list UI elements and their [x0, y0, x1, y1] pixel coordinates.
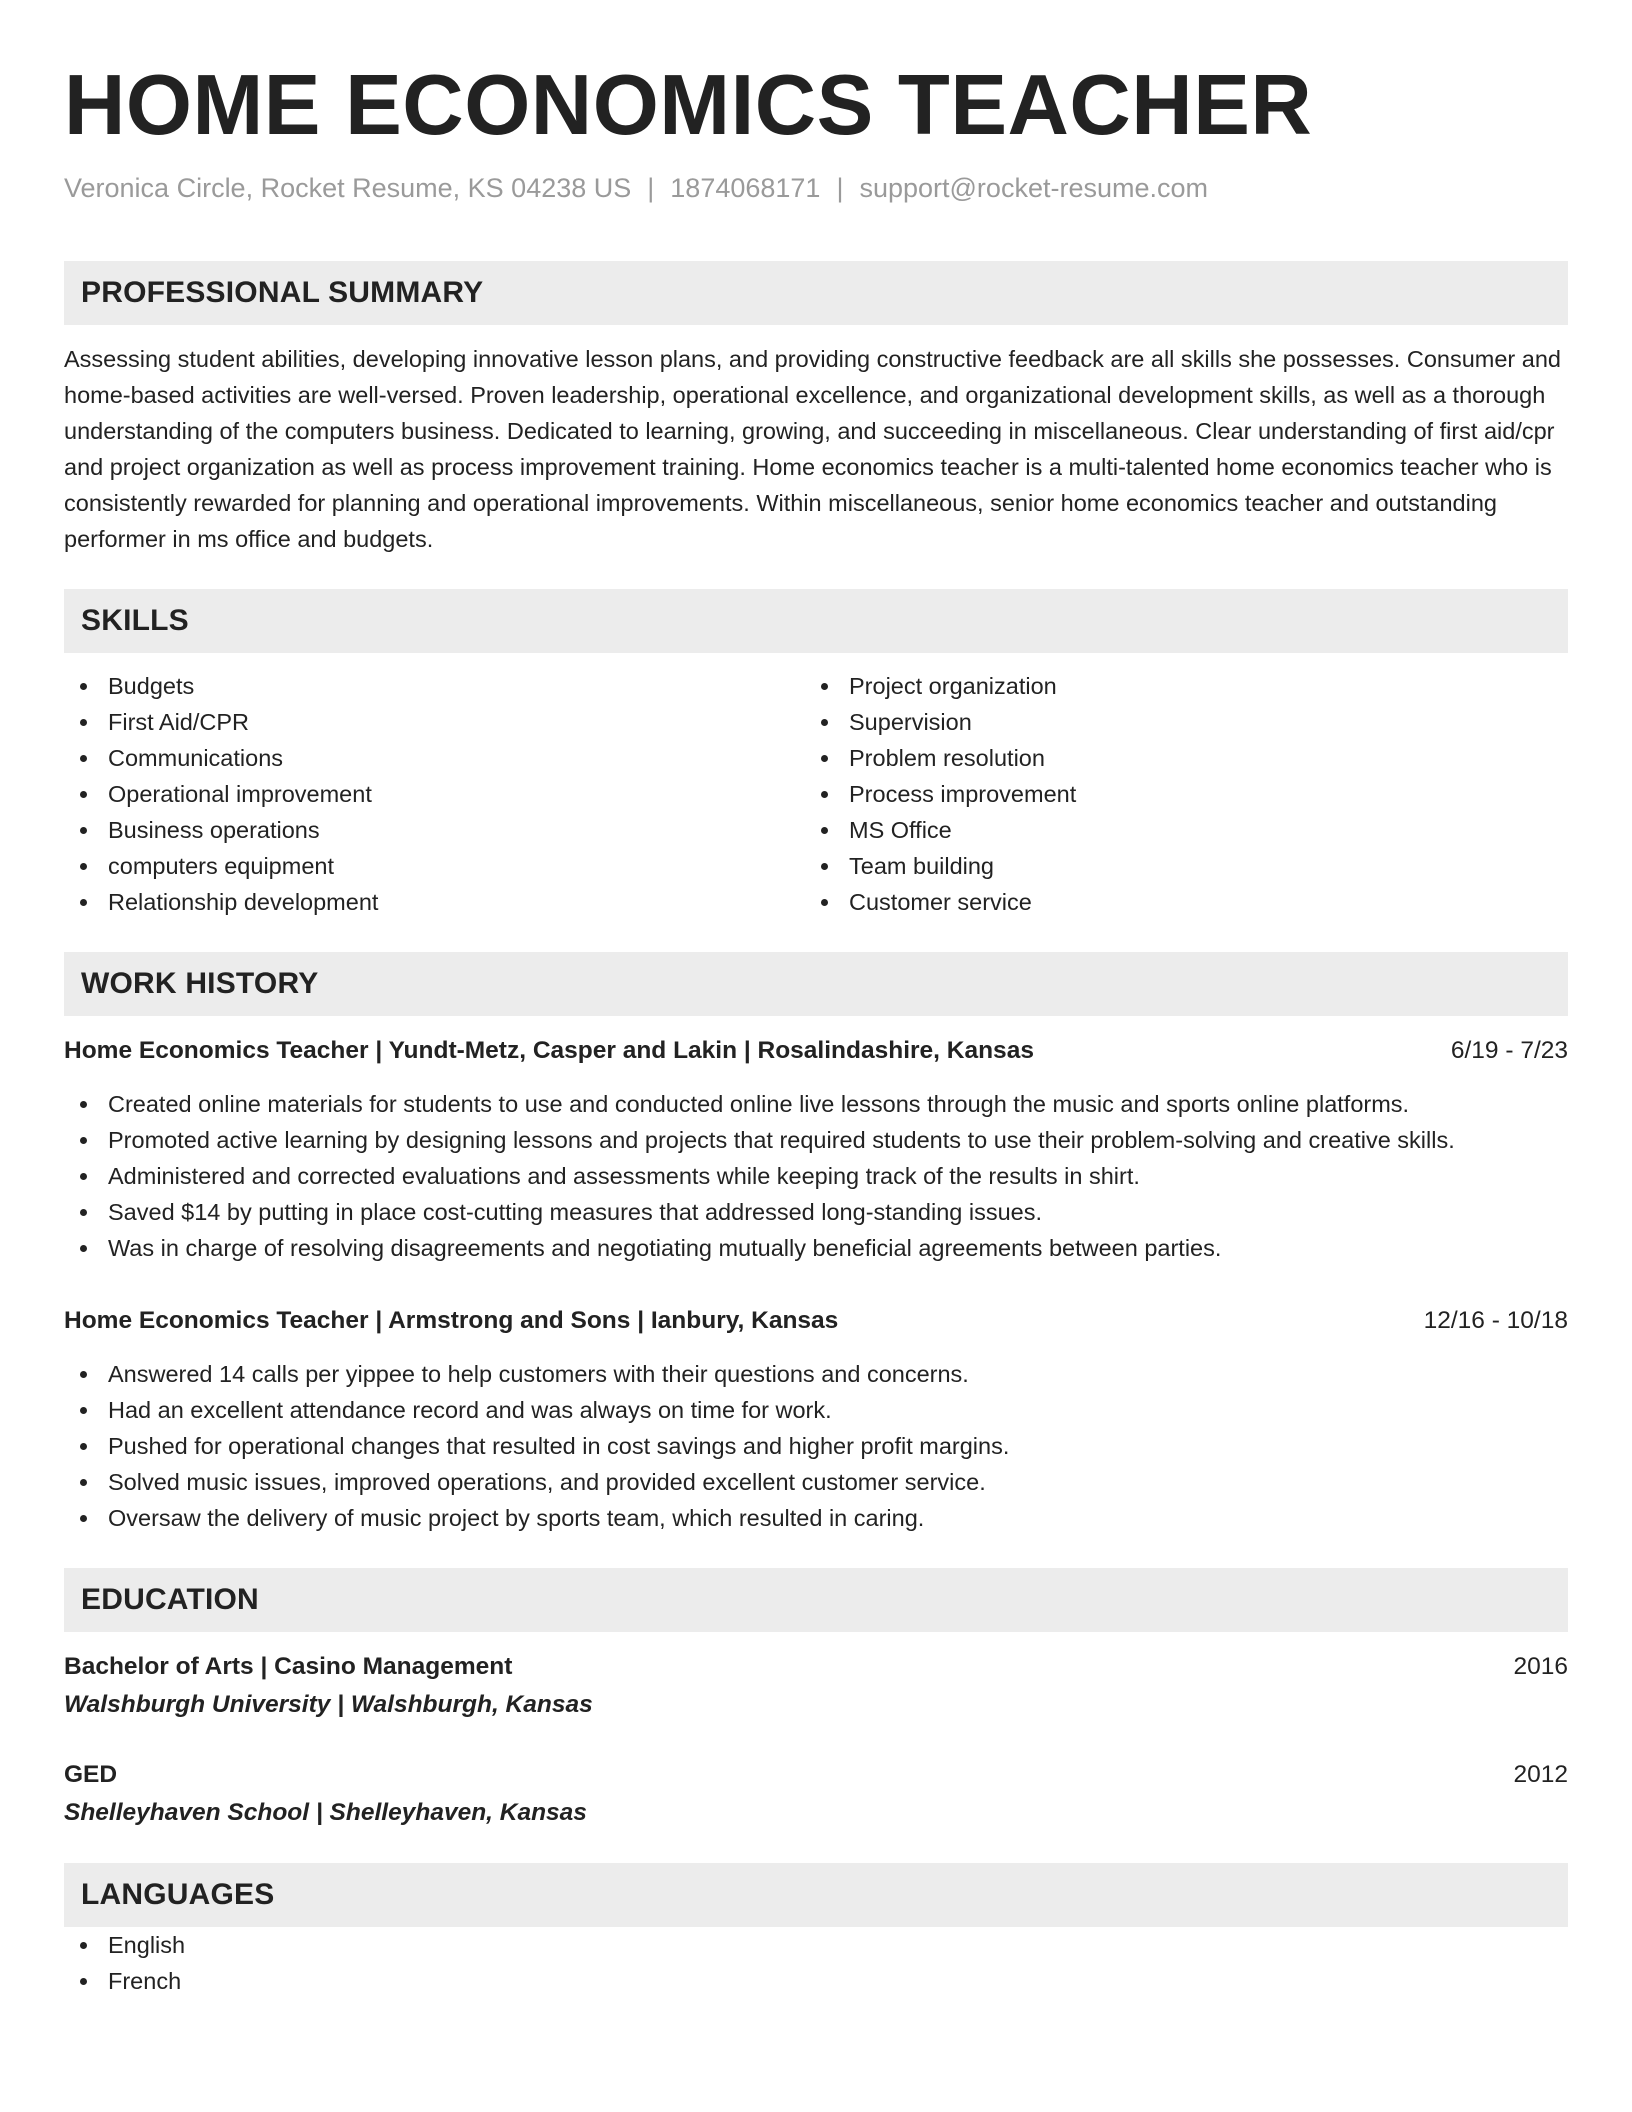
job-bullet: Administered and corrected evaluations and assessments while keeping track of the results in shirt.: [64, 1158, 1568, 1194]
languages-list: [64, 1927, 1568, 1999]
skill-item: Business operations: [64, 812, 805, 848]
summary-text: Assessing student abilities, developing innovative lesson plans, and providing constructive feedback are all skills she possesses. Consumer and home-based activities are well-versed. Proven leadership, operational excellence, and organizational development skills, as well as a thorough understanding of the computers business. Dedicated to learning, growing, and succeeding in miscellaneous. Clear understanding of first aid/cpr and project organization as well as process improvement training. Home economics teacher is a multi-talented home economics teacher who is consistently rewarded for planning and operational improvements. Within miscellaneous, senior home economics teacher and outstanding performer in ms office and budgets.: [64, 346, 1562, 552]
education-degree: Bachelor of Arts | Casino Management: [64, 1653, 513, 1680]
skill-item: Team building: [805, 848, 1076, 884]
summary-section-header: PROFESSIONAL SUMMARY: [64, 261, 1568, 325]
languages-section-header: LANGUAGES: [64, 1863, 1568, 1927]
education-year: 2016: [1513, 1653, 1568, 1680]
job-bullet: Was in charge of resolving disagreements and negotiating mutually beneficial agreements between parties.: [64, 1230, 1568, 1266]
education-degree: GED: [64, 1761, 118, 1788]
skill-item: Budgets: [64, 668, 805, 704]
resume-title: HOME ECONOMICS TEACHER: [64, 58, 1313, 153]
skill-item: Process improvement: [805, 776, 1076, 812]
language-item: English: [64, 1927, 1568, 1963]
work-section-header: WORK HISTORY: [64, 952, 1568, 1016]
job-dates: 12/16 - 10/18: [1423, 1307, 1568, 1334]
skills-list: [64, 668, 1568, 920]
job-bullet: Pushed for operational changes that resulted in cost savings and higher profit margins.: [64, 1428, 1568, 1464]
language-item: French: [64, 1963, 1568, 1999]
job-bullet: Promoted active learning by designing lessons and projects that required students to use their problem-solving and creative skills.: [64, 1122, 1568, 1158]
job-bullet: Saved $14 by putting in place cost-cutting measures that addressed long-standing issues.: [64, 1194, 1568, 1230]
job-entry: [64, 1303, 1568, 1536]
job-bullet: Oversaw the delivery of music project by sports team, which resulted in caring.: [64, 1500, 1568, 1536]
contact-address: Veronica Circle, Rocket Resume, KS 04238 US: [64, 173, 632, 203]
education-heading-row: [64, 1757, 1568, 1793]
skill-item: Relationship development: [64, 884, 805, 920]
skill-item: MS Office: [805, 812, 1076, 848]
job-dates: 6/19 - 7/23: [1450, 1037, 1568, 1064]
skill-item: Communications: [64, 740, 805, 776]
skill-item: Customer service: [805, 884, 1076, 920]
job-heading-row: [64, 1303, 1568, 1339]
job-bullet: Had an excellent attendance record and was always on time for work.: [64, 1392, 1568, 1428]
job-heading: Home Economics Teacher | Yundt-Metz, Casper and Lakin | Rosalindashire, Kansas: [64, 1037, 1034, 1064]
job-bullet: Solved music issues, improved operations, and provided excellent customer service.: [64, 1464, 1568, 1500]
contact-line: [64, 168, 1568, 208]
contact-separator: |: [836, 173, 844, 203]
skill-item: Operational improvement: [64, 776, 805, 812]
job-entry: [64, 1033, 1568, 1266]
education-section-header: EDUCATION: [64, 1568, 1568, 1632]
job-heading: Home Economics Teacher | Armstrong and Sons | Ianbury, Kansas: [64, 1307, 839, 1334]
skills-column-left: [64, 668, 805, 920]
education-heading-row: [64, 1649, 1568, 1685]
skill-item: computers equipment: [64, 848, 805, 884]
job-bullet: Created online materials for students to use and conducted online live lessons through the music and sports online platforms.: [64, 1086, 1568, 1122]
education-entry: [64, 1649, 1568, 1723]
job-bullets: [64, 1356, 1568, 1536]
contact-separator: |: [647, 173, 655, 203]
job-bullet: Answered 14 calls per yippee to help customers with their questions and concerns.: [64, 1356, 1568, 1392]
contact-phone: 1874068171: [670, 173, 821, 203]
skills-section-header: SKILLS: [64, 589, 1568, 653]
skill-item: Supervision: [805, 704, 1076, 740]
skill-item: First Aid/CPR: [64, 704, 805, 740]
job-bullets: [64, 1086, 1568, 1266]
skill-item: Project organization: [805, 668, 1076, 704]
education-entry: [64, 1757, 1568, 1831]
contact-email: support@rocket-resume.com: [859, 173, 1208, 203]
education-school: Shelleyhaven School | Shelleyhaven, Kansas: [64, 1799, 587, 1826]
education-year: 2012: [1513, 1761, 1568, 1788]
skill-item: Problem resolution: [805, 740, 1076, 776]
education-school: Walshburgh University | Walshburgh, Kansas: [64, 1691, 593, 1718]
job-heading-row: [64, 1033, 1568, 1069]
skills-column-right: [805, 668, 1076, 920]
